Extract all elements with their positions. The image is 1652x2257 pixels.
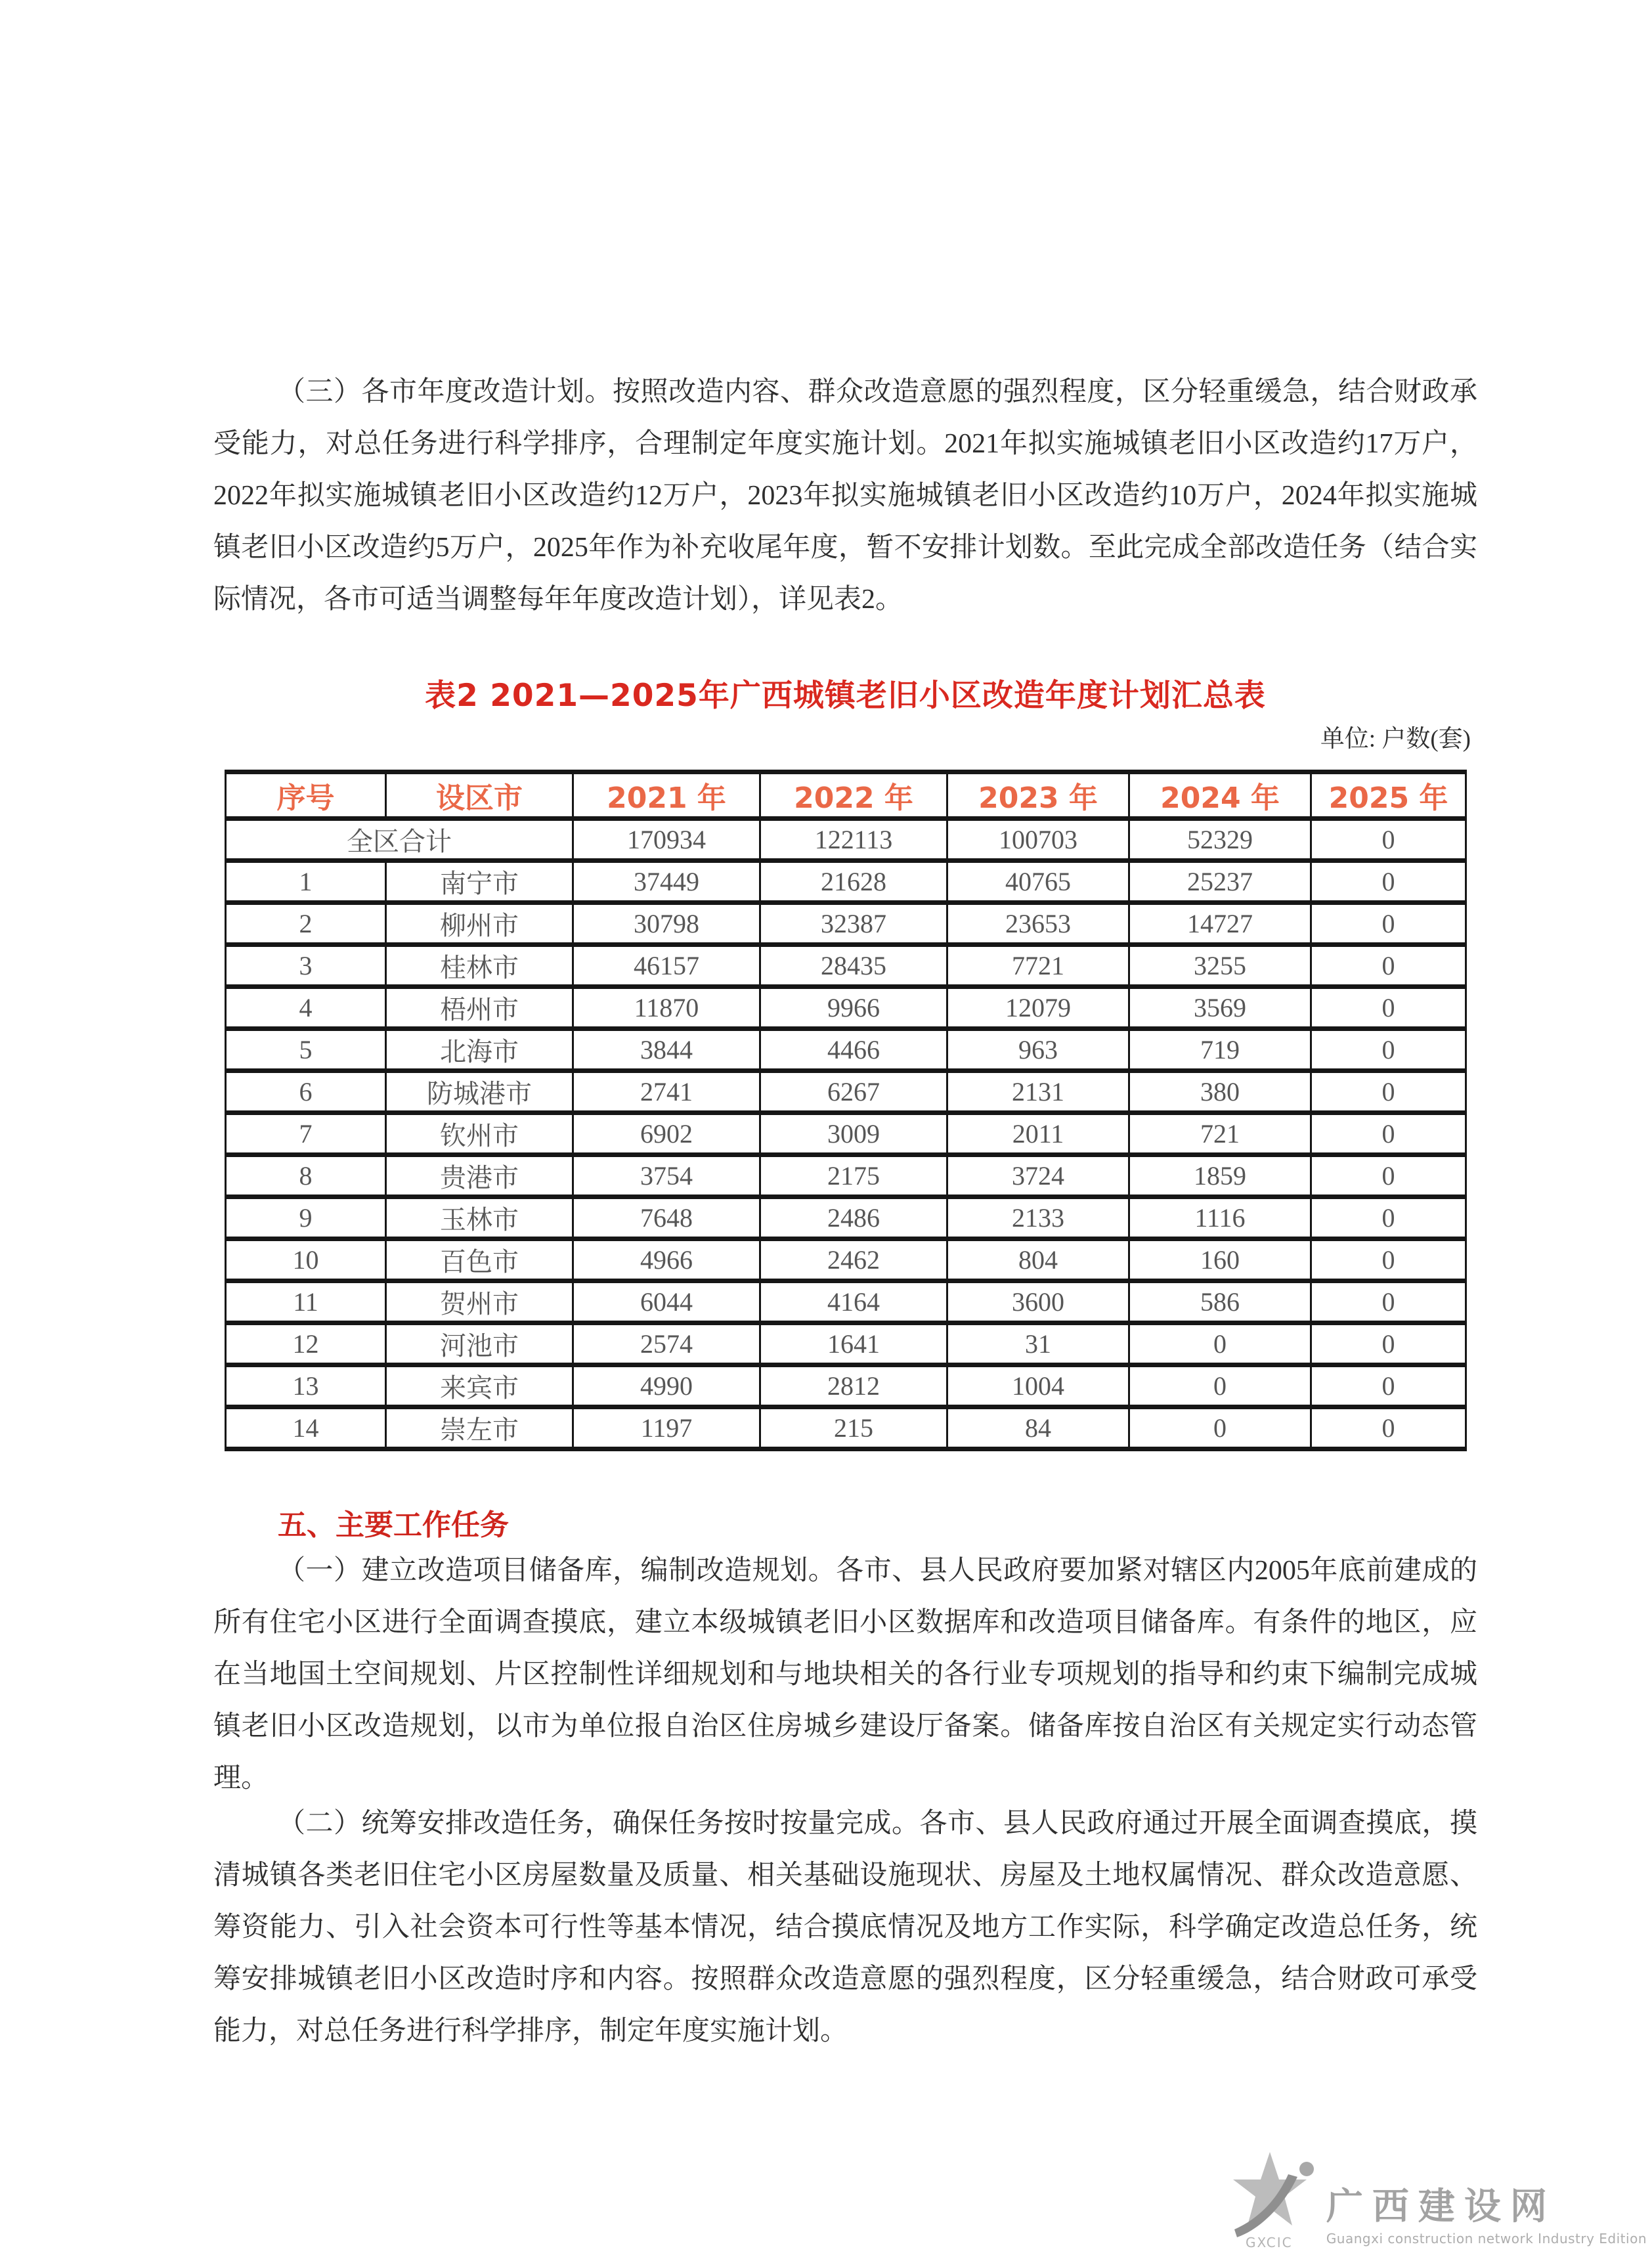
table-header-row bbox=[226, 772, 1466, 819]
city-row bbox=[226, 1071, 1466, 1113]
cell-value: 2486 bbox=[760, 1197, 947, 1239]
cell-value: 215 bbox=[760, 1407, 947, 1449]
cell-value: 4164 bbox=[760, 1281, 947, 1323]
row-number: 4 bbox=[226, 987, 386, 1029]
cell-value: 12079 bbox=[947, 987, 1129, 1029]
row-number: 5 bbox=[226, 1029, 386, 1071]
cell-value: 0 bbox=[1311, 903, 1466, 945]
cell-value: 0 bbox=[1311, 987, 1466, 1029]
city-row bbox=[226, 945, 1466, 987]
city-row bbox=[226, 1155, 1466, 1197]
cell-value: 0 bbox=[1311, 1281, 1466, 1323]
row-number: 1 bbox=[226, 861, 386, 903]
cell-value: 3255 bbox=[1129, 945, 1311, 987]
city-name: 贺州市 bbox=[386, 1281, 573, 1323]
cell-value: 1197 bbox=[573, 1407, 760, 1449]
paragraph-annual-plan: （三）各市年度改造计划。按照改造内容、群众改造意愿的强烈程度，区分轻重缓急，结合财政承受能力，对总任务进行科学排序，合理制定年度实施计划。2021年拟实施城镇老旧小区改造约17万户，2022年拟实施城镇老旧小区改造约12万户，2023年拟实施城镇老旧小区改造约10万户，2024年拟实施城镇老旧小区改造约5万户，2025年作为补充收尾年度，暂不安排计划数。至此完成全部改造任务（结合实际情况，各市可适当调整每年年度改造计划），详见表2。 bbox=[213, 377, 1477, 615]
total-row-value: 100703 bbox=[947, 819, 1129, 861]
total-row-value: 122113 bbox=[760, 819, 947, 861]
brand-text: 广西建设网 bbox=[1326, 2185, 1556, 2228]
cell-value: 30798 bbox=[573, 903, 760, 945]
cell-value: 2462 bbox=[760, 1239, 947, 1281]
row-number: 14 bbox=[226, 1407, 386, 1449]
column-header-4: 2023 年 bbox=[947, 772, 1129, 819]
cell-value: 0 bbox=[1311, 1407, 1466, 1449]
total-row-value: 0 bbox=[1311, 819, 1466, 861]
logo-text-block bbox=[1326, 2186, 1647, 2250]
cell-value: 4466 bbox=[760, 1029, 947, 1071]
cell-value: 2175 bbox=[760, 1155, 947, 1197]
cell-value: 586 bbox=[1129, 1281, 1311, 1323]
table-body bbox=[226, 819, 1466, 1449]
cell-value: 0 bbox=[1311, 1239, 1466, 1281]
cell-value: 2133 bbox=[947, 1197, 1129, 1239]
city-row bbox=[226, 1029, 1466, 1071]
row-number: 3 bbox=[226, 945, 386, 987]
section-heading-main-tasks: 五、主要工作任务 bbox=[278, 1509, 509, 1541]
column-header-6: 2025 年 bbox=[1311, 772, 1466, 819]
row-number: 7 bbox=[226, 1113, 386, 1155]
total-row-value: 170934 bbox=[573, 819, 760, 861]
cell-value: 0 bbox=[1311, 1071, 1466, 1113]
cell-value: 31 bbox=[947, 1323, 1129, 1365]
row-number: 13 bbox=[226, 1365, 386, 1407]
cell-value: 0 bbox=[1129, 1407, 1311, 1449]
cell-value: 3009 bbox=[760, 1113, 947, 1155]
column-header-2: 2021 年 bbox=[573, 772, 760, 819]
row-number: 10 bbox=[226, 1239, 386, 1281]
cell-value: 4966 bbox=[573, 1239, 760, 1281]
cell-value: 6044 bbox=[573, 1281, 760, 1323]
cell-value: 32387 bbox=[760, 903, 947, 945]
city-row bbox=[226, 1365, 1466, 1407]
cell-value: 40765 bbox=[947, 861, 1129, 903]
city-name: 南宁市 bbox=[386, 861, 573, 903]
city-row bbox=[226, 861, 1466, 903]
cell-value: 1004 bbox=[947, 1365, 1129, 1407]
cell-value: 3569 bbox=[1129, 987, 1311, 1029]
city-row bbox=[226, 987, 1466, 1029]
cell-value: 37449 bbox=[573, 861, 760, 903]
cell-value: 6267 bbox=[760, 1071, 947, 1113]
table-unit-note: 单位: 户数(套) bbox=[1320, 726, 1471, 753]
column-header-3: 2022 年 bbox=[760, 772, 947, 819]
cell-value: 2741 bbox=[573, 1071, 760, 1113]
city-name: 桂林市 bbox=[386, 945, 573, 987]
cell-value: 2011 bbox=[947, 1113, 1129, 1155]
cell-value: 7648 bbox=[573, 1197, 760, 1239]
cell-value: 3724 bbox=[947, 1155, 1129, 1197]
row-number: 2 bbox=[226, 903, 386, 945]
cell-value: 14727 bbox=[1129, 903, 1311, 945]
cell-value: 46157 bbox=[573, 945, 760, 987]
city-name: 柳州市 bbox=[386, 903, 573, 945]
cell-value: 11870 bbox=[573, 987, 760, 1029]
city-row bbox=[226, 903, 1466, 945]
cell-value: 2812 bbox=[760, 1365, 947, 1407]
city-row bbox=[226, 1197, 1466, 1239]
cell-value: 0 bbox=[1311, 1029, 1466, 1071]
row-number: 8 bbox=[226, 1155, 386, 1197]
city-name: 玉林市 bbox=[386, 1197, 573, 1239]
cell-value: 2131 bbox=[947, 1071, 1129, 1113]
city-row bbox=[226, 1113, 1466, 1155]
column-header-5: 2024 年 bbox=[1129, 772, 1311, 819]
row-number: 9 bbox=[226, 1197, 386, 1239]
cell-value: 2574 bbox=[573, 1323, 760, 1365]
total-row-value: 52329 bbox=[1129, 819, 1311, 861]
column-header-1: 设区市 bbox=[386, 772, 573, 819]
cell-value: 0 bbox=[1311, 1155, 1466, 1197]
cell-value: 3600 bbox=[947, 1281, 1129, 1323]
cell-value: 0 bbox=[1311, 861, 1466, 903]
cell-value: 21628 bbox=[760, 861, 947, 903]
cell-value: 84 bbox=[947, 1407, 1129, 1449]
cell-value: 4990 bbox=[573, 1365, 760, 1407]
table-title: 表2 2021—2025年广西城镇老旧小区改造年度计划汇总表 bbox=[425, 678, 1266, 714]
star-icon bbox=[1220, 2147, 1318, 2245]
cell-value: 719 bbox=[1129, 1029, 1311, 1071]
city-name: 钦州市 bbox=[386, 1113, 573, 1155]
renovation-plan-table bbox=[225, 770, 1467, 1451]
city-name: 贵港市 bbox=[386, 1155, 573, 1197]
cell-value: 3754 bbox=[573, 1155, 760, 1197]
cell-value: 23653 bbox=[947, 903, 1129, 945]
city-name: 崇左市 bbox=[386, 1407, 573, 1449]
cell-value: 0 bbox=[1311, 1323, 1466, 1365]
cell-value: 0 bbox=[1311, 1365, 1466, 1407]
cell-value: 9966 bbox=[760, 987, 947, 1029]
city-row bbox=[226, 1239, 1466, 1281]
footer-logo bbox=[1220, 2147, 1647, 2250]
cell-value: 25237 bbox=[1129, 861, 1311, 903]
cell-value: 3844 bbox=[573, 1029, 760, 1071]
cell-value: 6902 bbox=[573, 1113, 760, 1155]
city-row bbox=[226, 1281, 1466, 1323]
total-row bbox=[226, 819, 1466, 861]
cell-value: 380 bbox=[1129, 1071, 1311, 1113]
logo-star-block bbox=[1220, 2147, 1318, 2250]
city-name: 百色市 bbox=[386, 1239, 573, 1281]
cell-value: 1859 bbox=[1129, 1155, 1311, 1197]
cell-value: 28435 bbox=[760, 945, 947, 987]
cell-value: 0 bbox=[1311, 1113, 1466, 1155]
cell-value: 804 bbox=[947, 1239, 1129, 1281]
row-number: 6 bbox=[226, 1071, 386, 1113]
city-name: 防城港市 bbox=[386, 1071, 573, 1113]
city-row bbox=[226, 1323, 1466, 1365]
city-name: 北海市 bbox=[386, 1029, 573, 1071]
row-number: 11 bbox=[226, 1281, 386, 1323]
city-name: 梧州市 bbox=[386, 987, 573, 1029]
cell-value: 0 bbox=[1311, 945, 1466, 987]
cell-value: 0 bbox=[1129, 1365, 1311, 1407]
cell-value: 0 bbox=[1311, 1197, 1466, 1239]
column-header-0: 序号 bbox=[226, 772, 386, 819]
cell-value: 963 bbox=[947, 1029, 1129, 1071]
city-row bbox=[226, 1407, 1466, 1449]
row-number: 12 bbox=[226, 1323, 386, 1365]
paragraph-task-arrangement: （二）统筹安排改造任务，确保任务按时按量完成。各市、县人民政府通过开展全面调查摸底，摸清城镇各类老旧住宅小区房屋数量及质量、相关基础设施现状、房屋及土地权属情况、群众改造意愿、筹资能力、引入社会资本可行性等基本情况，结合摸底情况及地方工作实际，科学确定改造总任务，统筹安排城镇老旧小区改造时序和内容。按照群众改造意愿的强烈程度，区分轻重缓急，结合财政可承受能力，对总任务进行科学排序，制定年度实施计划。 bbox=[213, 1808, 1477, 2046]
cell-value: 7721 bbox=[947, 945, 1129, 987]
cell-value: 1641 bbox=[760, 1323, 947, 1365]
cell-value: 721 bbox=[1129, 1113, 1311, 1155]
brand-subtitle: Guangxi construction network Industry Edition bbox=[1326, 2231, 1647, 2246]
city-name: 来宾市 bbox=[386, 1365, 573, 1407]
paragraph-project-reserve: （一）建立改造项目储备库，编制改造规划。各市、县人民政府要加紧对辖区内2005年底前建成的所有住宅小区进行全面调查摸底，建立本级城镇老旧小区数据库和改造项目储备库。有条件的地区，应在当地国土空间规划、片区控制性详细规划和与地块相关的各行业专项规划的指导和约束下编制完成城镇老旧小区改造规划，以市为单位报自治区住房城乡建设厅备案。储备库按自治区有关规定实行动态管理。 bbox=[213, 1556, 1477, 1793]
cell-value: 160 bbox=[1129, 1239, 1311, 1281]
total-row-label: 全区合计 bbox=[226, 819, 573, 861]
city-name: 河池市 bbox=[386, 1323, 573, 1365]
logo-gxcic-label: GXCIC bbox=[1246, 2235, 1293, 2250]
cell-value: 1116 bbox=[1129, 1197, 1311, 1239]
cell-value: 0 bbox=[1129, 1323, 1311, 1365]
